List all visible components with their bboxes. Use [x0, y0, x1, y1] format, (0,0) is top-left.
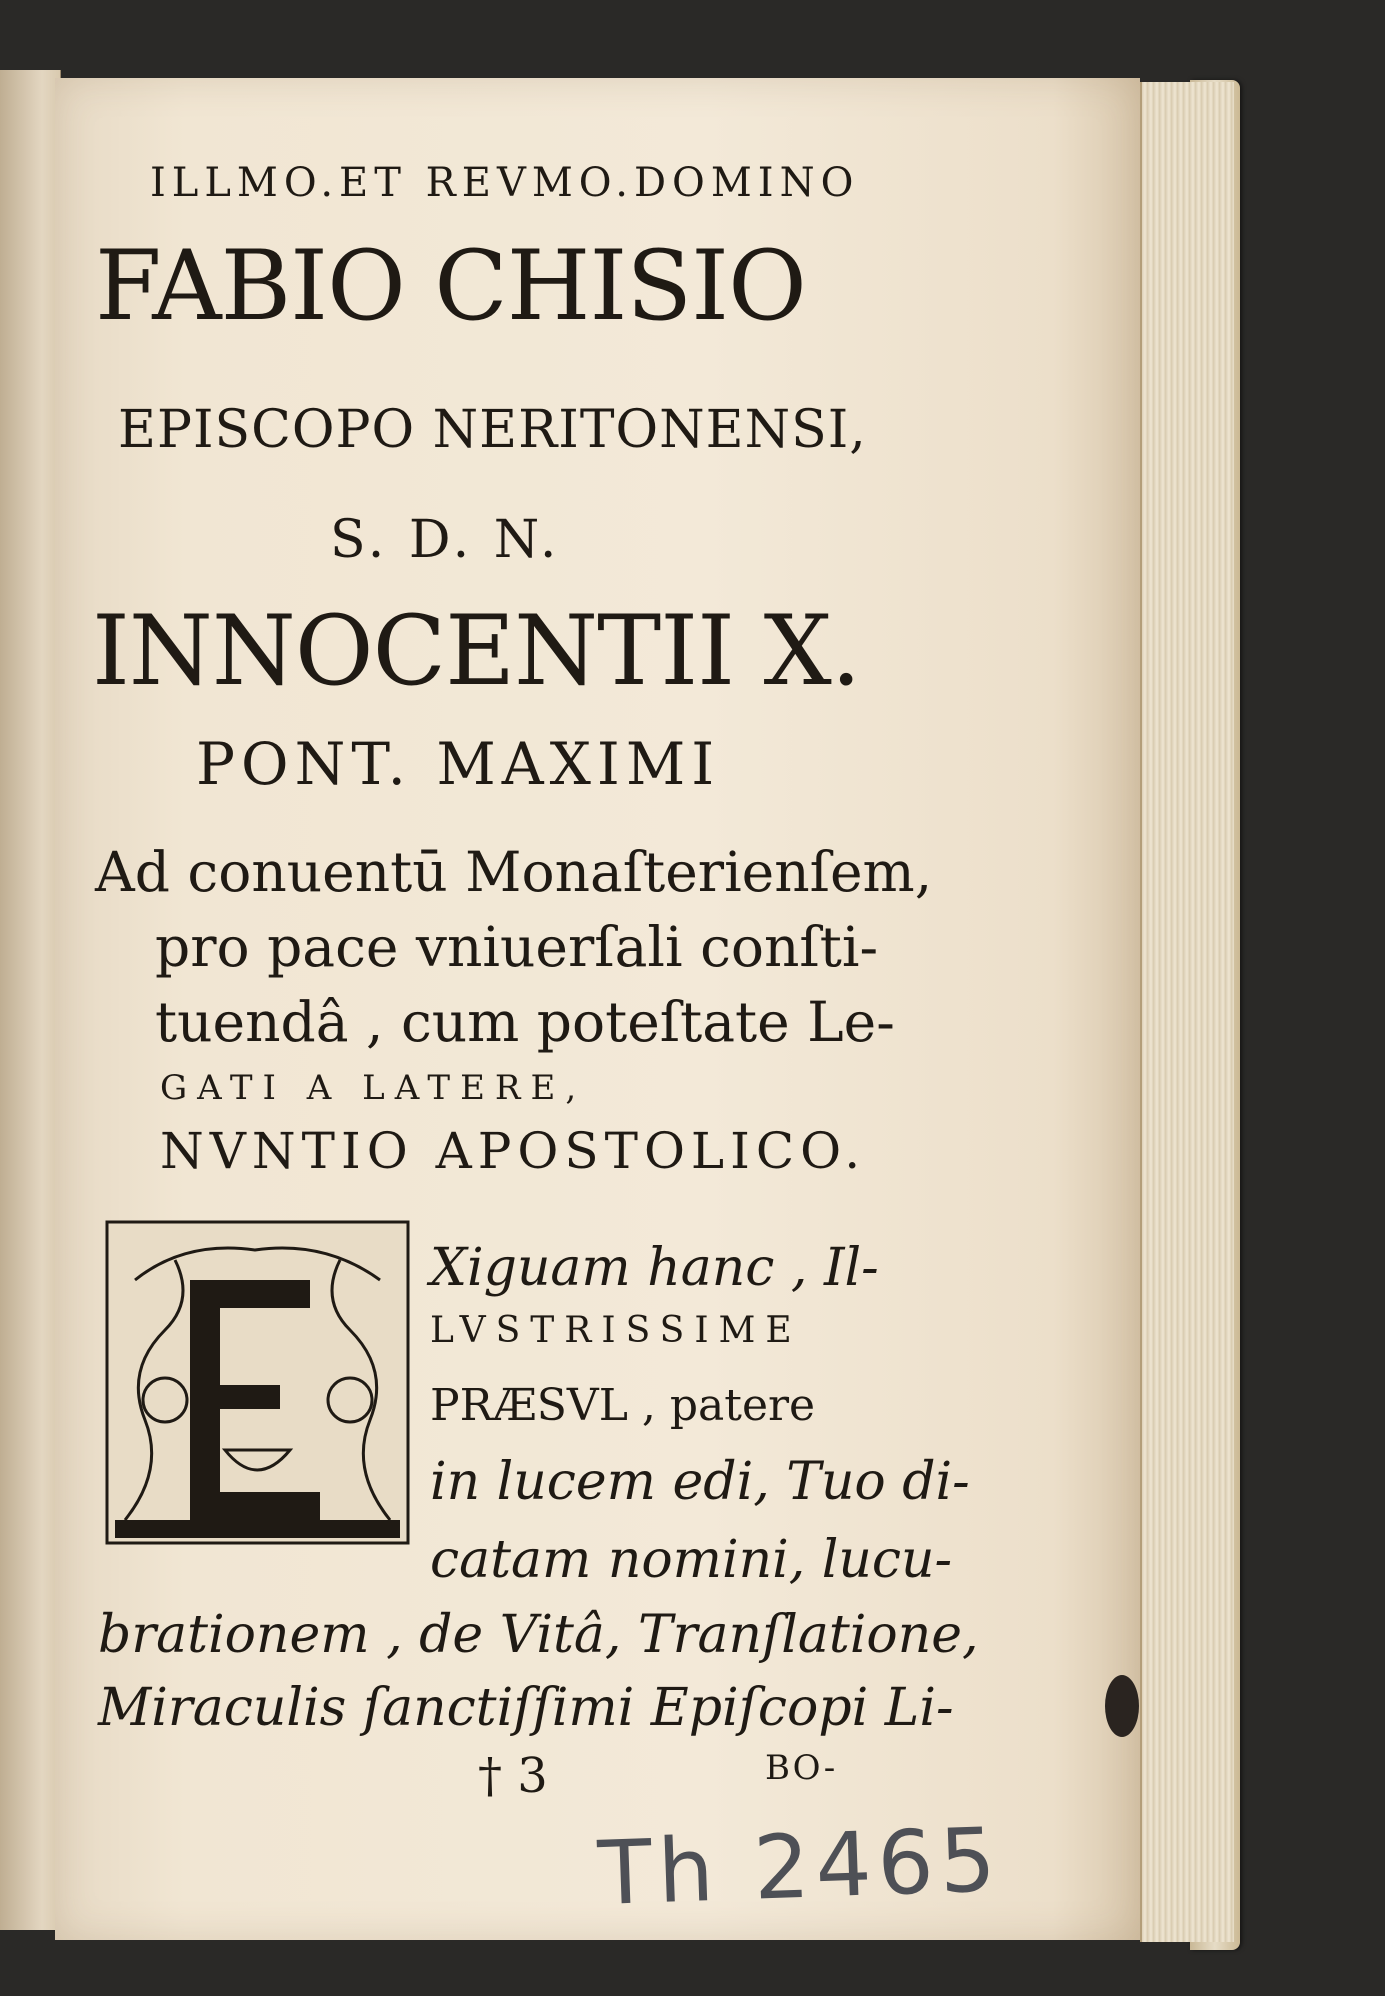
- text-line-7: Miraculis ſanctiſſimi Epiſcopi Li-: [98, 1678, 954, 1738]
- signature-mark: † 3: [478, 1748, 548, 1804]
- text-line-4: in lucem edi, Tuo di-: [430, 1452, 970, 1512]
- dedication-line: ILLMO.ET REVMO.DOMINO: [150, 160, 860, 206]
- shelfmark: Th 2465: [596, 1807, 1004, 1926]
- text-line-2: LVSTRISSIME: [430, 1310, 802, 1351]
- sdn-line: S. D. N.: [330, 510, 561, 570]
- text-line-5: catam nomini, lucu-: [430, 1530, 953, 1590]
- ink-stain: [1105, 1675, 1139, 1737]
- pope-name: INNOCENTII X.: [92, 595, 861, 707]
- nuntio-line: NVNTIO APOSTOLICO.: [160, 1122, 867, 1180]
- text-line-1: Xiguam hanc , Il-: [430, 1238, 879, 1298]
- dedicatee-title: EPISCOPO NERITONENSI,: [118, 400, 867, 460]
- text-line-6: brationem , de Vitâ, Tranſlatione,: [98, 1605, 979, 1665]
- text-line-3: PRÆSVL , patere: [430, 1380, 816, 1431]
- body-line-2: pro pace vniuerſali conſti-: [155, 915, 879, 979]
- facing-page-edge: [0, 70, 61, 1930]
- page-fore-edge: [1140, 82, 1234, 1942]
- body-line-1: Ad conuentū Monaſterienſem,: [95, 840, 933, 904]
- body-line-4: GATI A LATERE,: [160, 1068, 587, 1108]
- dedicatee-name: FABIO CHISIO: [95, 230, 806, 342]
- catchword: BO-: [765, 1748, 838, 1788]
- body-line-3: tuendâ , cum poteſtate Le-: [155, 990, 895, 1054]
- ornamental-initial-e-icon: [105, 1220, 410, 1545]
- pont-line: PONT. MAXIMI: [196, 730, 721, 798]
